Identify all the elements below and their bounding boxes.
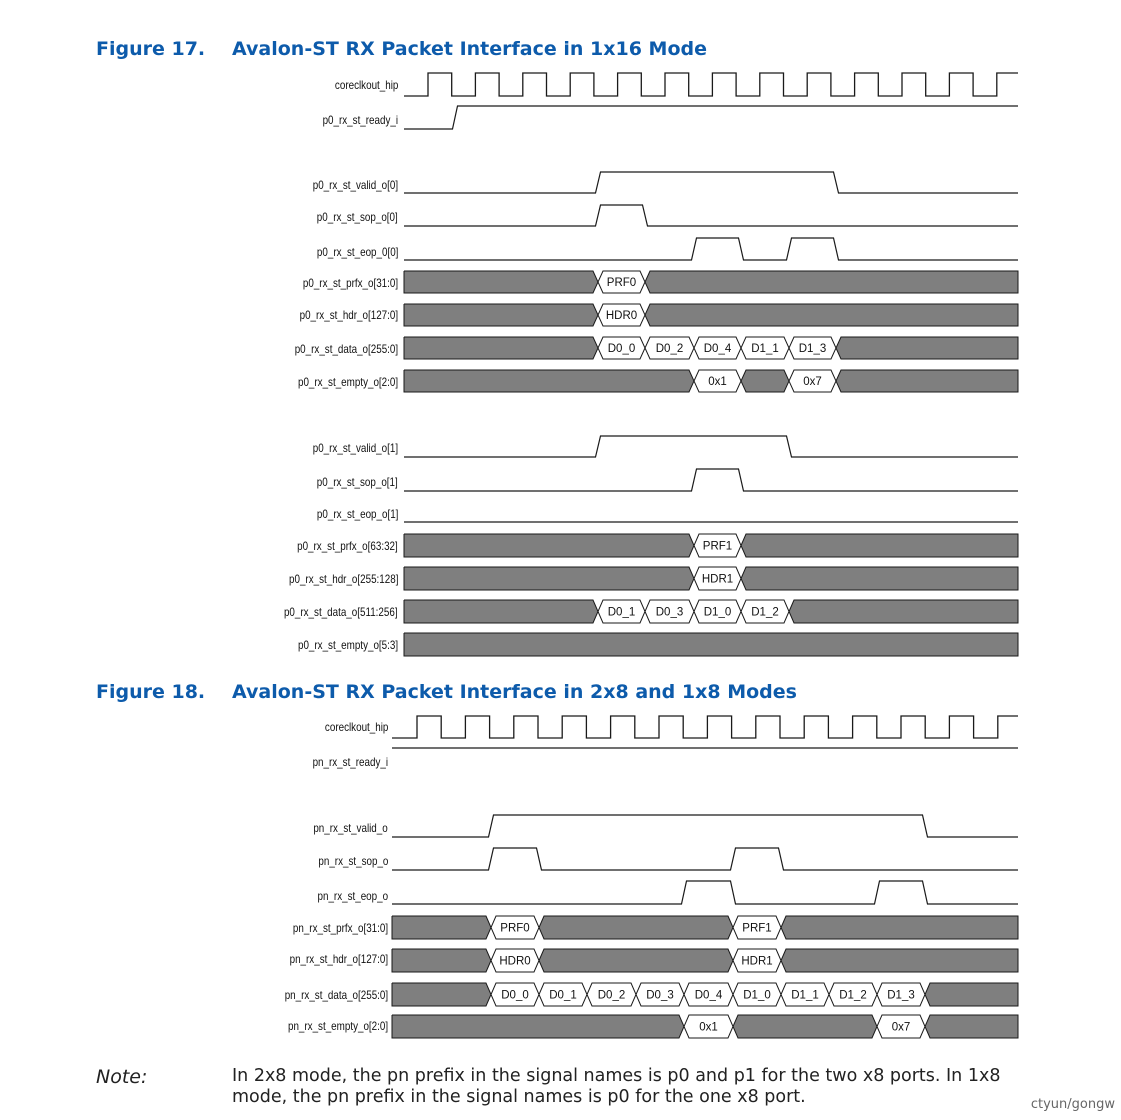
f17-data0-value: D1_1 (751, 343, 779, 355)
f18-label-valid: pn_rx_st_valid_o (313, 821, 388, 835)
f18-label-data: pn_rx_st_data_o[255:0] (284, 988, 388, 1002)
f17-hdr0-seg (404, 304, 598, 326)
f18-hdr-seg (539, 949, 733, 972)
f17-label-sop0: p0_rx_st_sop_o[0] (317, 210, 398, 224)
f17-data0-seg (836, 337, 1018, 359)
f18-hdr-value: HDR0 (499, 955, 531, 968)
f17-label-eop0: p0_rx_st_eop_0[0] (316, 245, 398, 259)
f17-clock-wave (404, 73, 1018, 96)
f18-eop-wave (392, 881, 1018, 904)
f18-data-value: D0_3 (646, 989, 674, 1002)
f17-prfx1-value: PRF1 (702, 540, 733, 553)
f17-label-prfx0: p0_rx_st_prfx_o[31:0] (302, 276, 398, 290)
f17-valid1-wave (404, 436, 1018, 457)
f18-label-prfx: pn_rx_st_prfx_o[31:0] (292, 921, 388, 935)
f18-data-value: D1_2 (839, 989, 867, 1002)
f17-prfx1-seg (741, 534, 1018, 557)
f18-label-eop: pn_rx_st_eop_o (317, 889, 388, 903)
f18-empty-seg (392, 1015, 684, 1038)
f18-label-sop: pn_rx_st_sop_o (317, 854, 388, 868)
f18-label-ready: pn_rx_st_ready_i (312, 755, 388, 769)
f17-hdr1-value: HDR1 (701, 573, 734, 586)
f17-prfx1-seg (404, 534, 694, 557)
f17-label-valid1: p0_rx_st_valid_o[1] (312, 441, 398, 455)
f18-hdr-seg (781, 949, 1018, 972)
f17-empty0-seg (836, 370, 1018, 392)
f17-empty0-value: 0x7 (803, 376, 822, 388)
f17-label-prfx1: p0_rx_st_prfx_o[63:32] (297, 539, 398, 553)
f17-label-clk: coreclkout_hip (334, 78, 398, 92)
f17-label-sop1: p0_rx_st_sop_o[1] (317, 475, 398, 489)
f17-empty1-seg (404, 633, 1018, 656)
f17-label-data0: p0_rx_st_data_o[255:0] (294, 342, 398, 356)
f18-clock-wave (392, 716, 1018, 738)
f18-data-value: D0_4 (694, 989, 723, 1002)
f17-label-hdr0: p0_rx_st_hdr_o[127:0] (299, 308, 398, 322)
f17-data1-value: D1_2 (751, 606, 779, 619)
f18-label-hdr: pn_rx_st_hdr_o[127:0] (289, 952, 388, 966)
f18-data-value: D0_2 (597, 989, 626, 1002)
f18-hdr-seg (392, 949, 491, 972)
f17-hdr1-seg (741, 567, 1018, 590)
f17-data0-value: D0_4 (703, 343, 732, 355)
f18-empty-value: 0x7 (891, 1021, 911, 1034)
f18-empty-seg (925, 1015, 1018, 1038)
note-text: In 2x8 mode, the pn prefix in the signal names is p0 and p1 for the two x8 ports. In 1x8 mode, the pn prefix in the signal names is p0 for the one x8 port. (232, 1066, 1001, 1107)
f18-data-value: D0_0 (501, 989, 529, 1002)
f18-label-empty: pn_rx_st_empty_o[2:0] (287, 1019, 388, 1033)
f18-prfx-seg (539, 916, 733, 939)
f18-hdr-value: HDR1 (741, 955, 773, 968)
f17-label-empty1: p0_rx_st_empty_o[5:3] (297, 638, 398, 652)
f17-data0-value: D0_0 (607, 343, 636, 355)
f18-empty-value: 0x1 (699, 1021, 718, 1034)
f17-data1-value: D1_0 (703, 606, 732, 619)
f17-prfx0-seg (645, 271, 1018, 293)
f17-sop1-wave (404, 469, 1018, 491)
f17-prfx0-value: PRF0 (606, 277, 637, 289)
f18-prfx-seg (392, 916, 491, 939)
f18-data-value: D0_1 (549, 989, 577, 1002)
figure18-number: Figure 18. (96, 681, 206, 703)
f17-hdr0-value: HDR0 (605, 310, 638, 322)
f17-prfx0-seg (404, 271, 598, 293)
f17-ready-wave (404, 106, 1018, 129)
figure17-title: Avalon-ST RX Packet Interface in 1x16 Mode (232, 38, 707, 60)
f18-prfx-seg (781, 916, 1018, 939)
f18-prfx-value: PRF1 (742, 922, 772, 935)
f18-data-value: D1_1 (791, 989, 819, 1002)
f18-valid-wave (392, 815, 1018, 837)
f17-label-data1: p0_rx_st_data_o[511:256] (284, 605, 398, 619)
f18-data-seg (925, 983, 1018, 1006)
note-label: Note: (96, 1066, 148, 1088)
f17-label-ready: p0_rx_st_ready_i (322, 113, 398, 127)
f17-data1-seg (404, 600, 598, 623)
f17-empty0-seg (404, 370, 694, 392)
f17-sop0-wave (404, 205, 1018, 226)
f18-sop-wave (392, 848, 1018, 870)
f17-hdr0-seg (645, 304, 1018, 326)
f18-label-clk: coreclkout_hip (324, 720, 388, 734)
figure17-number: Figure 17. (96, 38, 206, 60)
f17-data1-seg (789, 600, 1018, 623)
f18-data-value: D1_0 (743, 989, 771, 1002)
f17-data0-seg (404, 337, 598, 359)
f18-data-seg (392, 983, 491, 1006)
f17-label-empty0: p0_rx_st_empty_o[2:0] (297, 375, 398, 389)
f17-empty0-value: 0x1 (708, 376, 727, 388)
f17-label-hdr1: p0_rx_st_hdr_o[255:128] (288, 572, 398, 586)
f17-label-eop1: p0_rx_st_eop_o[1] (316, 507, 398, 521)
f18-empty-seg (733, 1015, 877, 1038)
f17-eop0-wave (404, 238, 1018, 260)
f17-hdr1-seg (404, 567, 694, 590)
watermark: ctyun/gongw (1030, 1097, 1115, 1112)
f17-data1-value: D0_1 (607, 606, 636, 619)
f17-data0-value: D0_2 (655, 343, 684, 355)
f17-empty0-seg (741, 370, 789, 392)
f17-data1-value: D0_3 (655, 606, 684, 619)
f17-data0-value: D1_3 (798, 343, 827, 355)
f17-valid0-wave (404, 172, 1018, 193)
f17-label-valid0: p0_rx_st_valid_o[0] (312, 178, 398, 192)
f18-data-value: D1_3 (887, 989, 915, 1002)
f18-prfx-value: PRF0 (500, 922, 530, 935)
figure18-title: Avalon-ST RX Packet Interface in 2x8 and 1x8 Modes (232, 681, 797, 703)
